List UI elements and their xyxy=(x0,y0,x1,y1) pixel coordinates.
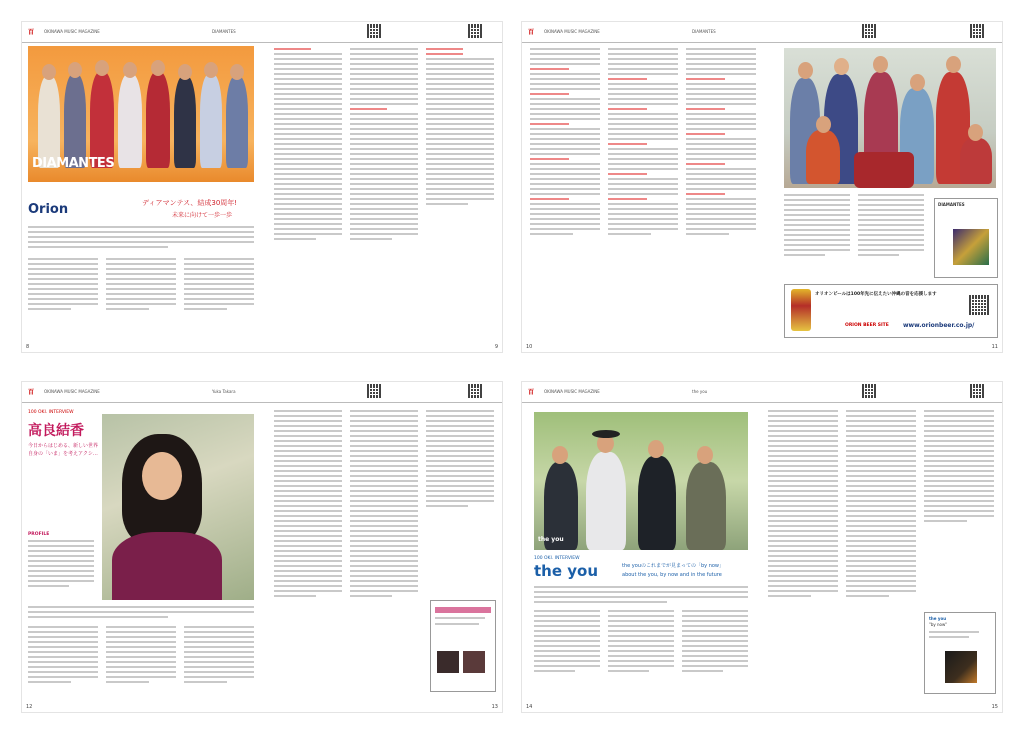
article-column xyxy=(106,626,176,686)
header-section: the you xyxy=(692,389,708,394)
article-column xyxy=(608,48,678,238)
series-label: 100 OKI. INTERVIEW xyxy=(28,410,74,415)
band-photo xyxy=(28,46,254,182)
tagline: 今日からはじめる、新しい世界 xyxy=(28,443,99,449)
qr-code-icon[interactable] xyxy=(862,24,876,38)
page-number: 8 xyxy=(26,344,30,350)
interviewee-name: the you xyxy=(534,562,599,580)
article-column xyxy=(686,48,756,238)
album-box xyxy=(430,600,496,692)
spread-bottom-left xyxy=(22,382,502,712)
album-title: DIAMANTES xyxy=(938,202,965,207)
spread-top-left xyxy=(22,22,502,352)
tagline: the youのこれまでが見まっての「by now」 xyxy=(622,563,725,569)
album-label: the you xyxy=(929,616,947,621)
qr-code-icon[interactable] xyxy=(969,295,989,315)
article-column xyxy=(426,410,494,510)
orion-logo: Orion xyxy=(28,202,69,217)
header-title: OKINAWA MUSIC MAGAZINE xyxy=(44,389,100,394)
page-header xyxy=(22,22,502,43)
photo-caption: the you xyxy=(538,536,564,543)
header-section: DIAMANTES xyxy=(692,29,716,34)
magazine-logo: 百 xyxy=(28,29,35,36)
profile-text xyxy=(28,540,94,590)
intro-text xyxy=(28,606,254,621)
band-photo xyxy=(784,48,996,188)
portrait-photo xyxy=(102,414,254,600)
page-number: 15 xyxy=(991,704,998,710)
article-column xyxy=(274,410,342,600)
page-number: 13 xyxy=(491,704,498,710)
article-column xyxy=(106,258,176,313)
album-box xyxy=(924,612,996,694)
header-section: Yuka Takara xyxy=(212,389,236,394)
page-number: 11 xyxy=(991,344,998,350)
album-title: "by now" xyxy=(929,622,948,627)
article-column xyxy=(274,48,342,243)
article-column xyxy=(28,258,98,313)
article-column xyxy=(28,626,98,686)
article-column xyxy=(350,410,418,600)
page-number: 9 xyxy=(494,344,498,350)
article-column xyxy=(608,610,674,675)
page-header xyxy=(522,22,1002,43)
qr-code-icon[interactable] xyxy=(367,384,381,398)
header-section: DIAMANTES xyxy=(212,29,236,34)
beer-ad-copy: オリオンビールは100年先に伝えたい沖縄の音を応援します xyxy=(815,292,937,297)
profile-label: PROFILE xyxy=(28,532,50,537)
page-number: 10 xyxy=(526,344,533,350)
qr-code-icon[interactable] xyxy=(862,384,876,398)
header-title: OKINAWA MUSIC MAGAZINE xyxy=(544,389,600,394)
intro-text xyxy=(28,226,254,251)
page-header xyxy=(22,382,502,403)
article-column xyxy=(184,258,254,313)
headline: ディアマンテス、結成30周年! xyxy=(142,199,238,207)
magazine-logo: 百 xyxy=(528,389,535,396)
spread-bottom-right xyxy=(522,382,1002,712)
interviewee-name: 高良結香 xyxy=(28,423,84,439)
page-number: 14 xyxy=(526,704,533,710)
article-column xyxy=(426,48,494,208)
intro-text xyxy=(534,586,748,606)
beer-url[interactable]: www.orionbeer.co.jp/ xyxy=(903,322,975,329)
article-column xyxy=(784,194,850,259)
subhead: 未来に向けて一歩一歩 xyxy=(172,212,233,219)
spread-top-right xyxy=(522,22,1002,352)
qr-code-icon[interactable] xyxy=(468,384,482,398)
article-column xyxy=(530,48,600,238)
qr-code-icon[interactable] xyxy=(468,24,482,38)
magazine-logo: 百 xyxy=(28,389,35,396)
article-column xyxy=(768,410,838,600)
article-column xyxy=(858,194,924,259)
article-column xyxy=(924,410,994,525)
page-number: 12 xyxy=(26,704,33,710)
article-column xyxy=(534,610,600,675)
article-column xyxy=(184,626,254,686)
qr-code-icon[interactable] xyxy=(970,24,984,38)
album-box xyxy=(934,198,998,278)
header-title: OKINAWA MUSIC MAGAZINE xyxy=(44,29,100,34)
tagline: 自身の「いま」を考えアクシ… xyxy=(28,451,98,457)
article-column xyxy=(682,610,748,675)
orion-beer-ad[interactable] xyxy=(784,284,998,338)
qr-code-icon[interactable] xyxy=(367,24,381,38)
tagline: about the you, by now and in the future xyxy=(622,572,722,578)
band-photo xyxy=(534,412,748,550)
qr-code-icon[interactable] xyxy=(970,384,984,398)
series-label: 100 OKI. INTERVIEW xyxy=(534,556,580,561)
article-column xyxy=(350,48,418,243)
header-title: OKINAWA MUSIC MAGAZINE xyxy=(544,29,600,34)
article-column xyxy=(846,410,916,600)
magazine-logo: 百 xyxy=(528,29,535,36)
beer-brand: ORION BEER SITE xyxy=(845,323,889,328)
band-name: DIAMANTES xyxy=(32,156,115,171)
page-header xyxy=(522,382,1002,403)
